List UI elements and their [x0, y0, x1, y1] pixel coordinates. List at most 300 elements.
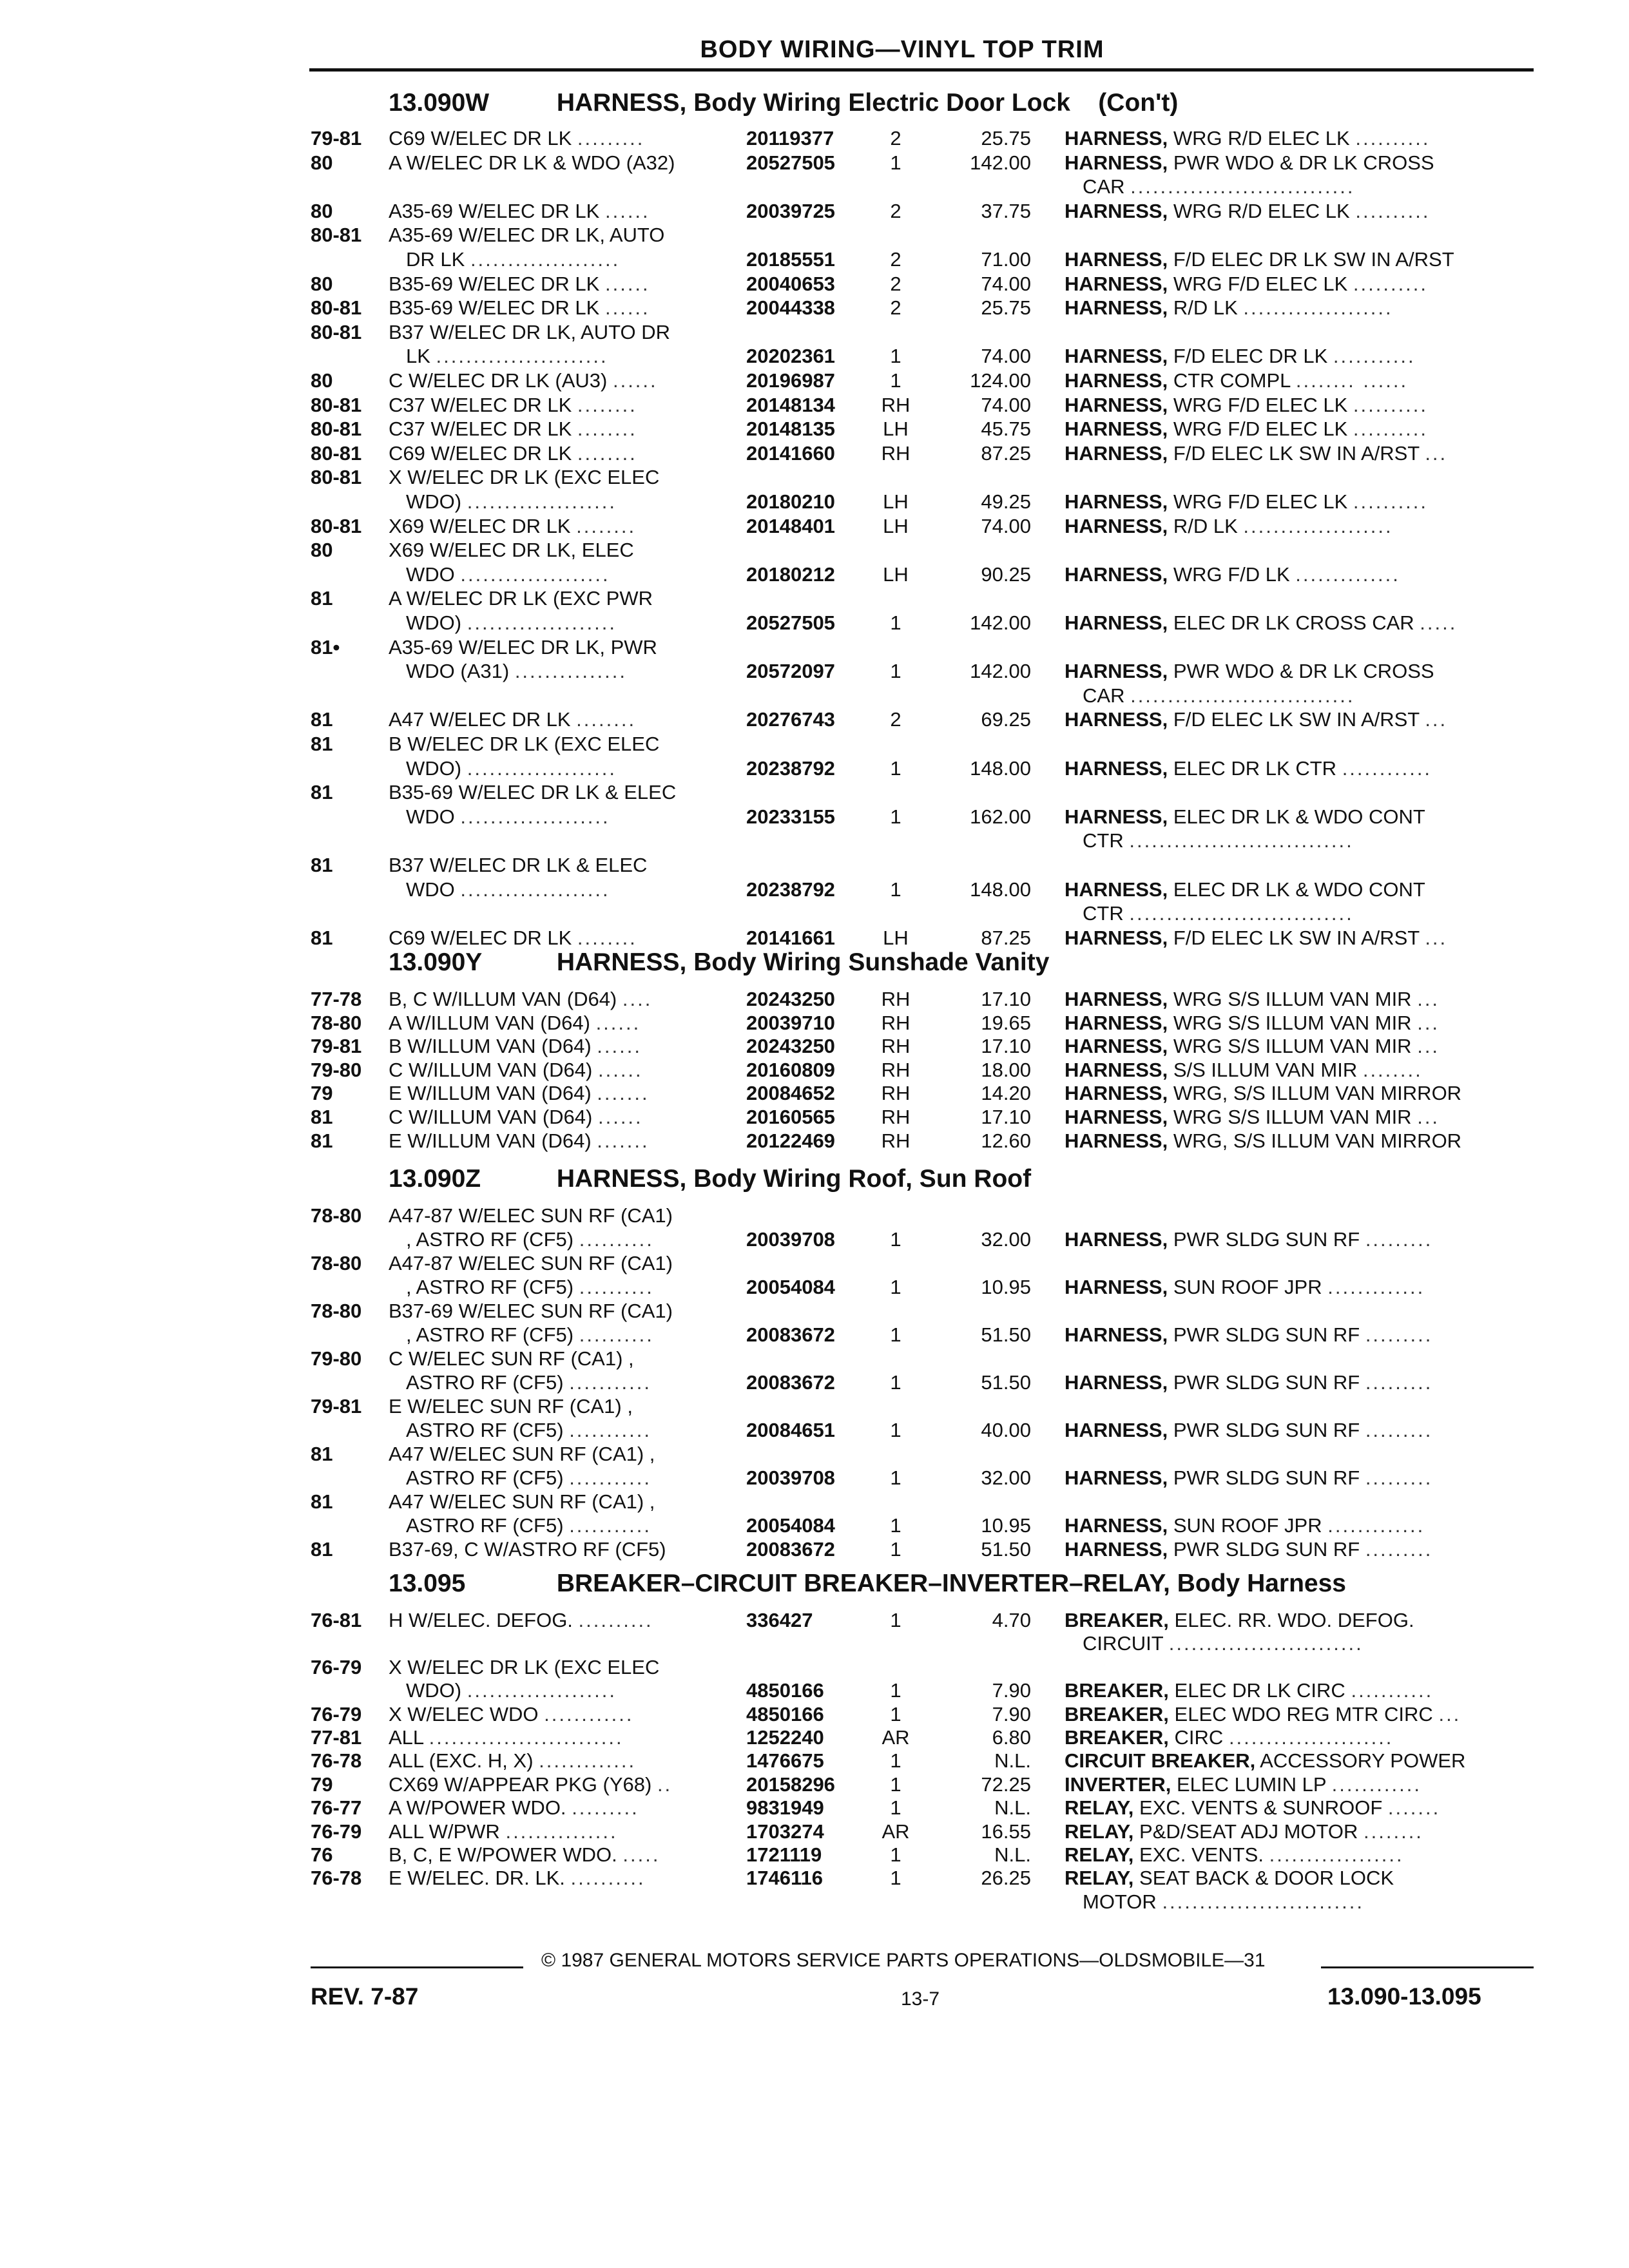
leader-dots: ..........: [578, 1609, 653, 1631]
part-number-cell: 1476675: [746, 1749, 824, 1773]
description-cell: [1065, 369, 1408, 393]
model-cell: [389, 1490, 655, 1514]
model-text: C69 W/ELEC DR LK: [389, 441, 572, 465]
model-cell: [406, 756, 617, 781]
model-text: ASTRO RF (CF5): [406, 1514, 564, 1537]
year-cell: 78-80: [311, 1204, 362, 1227]
model-text: B35-69 W/ELEC DR LK: [389, 296, 600, 320]
quantity-cell: 1: [890, 805, 901, 828]
year-cell: 80-81: [311, 514, 362, 537]
leader-dots: ..........: [1353, 490, 1429, 513]
quantity-cell: 2: [890, 272, 901, 295]
quantity-cell: RH: [881, 1035, 911, 1058]
model-cell: [389, 320, 670, 345]
leader-dots: ...........: [569, 1371, 651, 1394]
description-text: WRG F/D ELEC LK: [1173, 272, 1348, 295]
description-text: WRG S/S ILLUM VAN MIR: [1173, 1035, 1412, 1058]
model-text: ALL (EXC. H, X): [389, 1749, 534, 1773]
part-number-cell: 20084651: [746, 1419, 835, 1441]
model-text: E W/ELEC SUN RF (CA1) ,: [389, 1395, 633, 1418]
description-text: SUN ROOF JPR: [1173, 1276, 1322, 1298]
description-text: PWR SLDG SUN RF: [1173, 1228, 1360, 1251]
description-cell: [1065, 490, 1428, 514]
model-text: X W/ELEC DR LK (EXC ELEC: [389, 466, 660, 489]
price-cell: 72.25: [981, 1773, 1031, 1796]
model-text: E W/ILLUM VAN (D64): [389, 1129, 592, 1152]
leader-dots: ....................: [1243, 296, 1393, 320]
price-cell: 10.95: [981, 1514, 1031, 1537]
model-text: X W/ELEC WDO: [389, 1702, 539, 1725]
price-cell: 51.50: [981, 1323, 1031, 1346]
model-cell: [406, 1275, 654, 1300]
description-keyword: HARNESS,: [1065, 1106, 1168, 1128]
part-number-cell: 20233155: [746, 805, 835, 828]
description-text: PWR WDO & DR LK CROSS: [1173, 660, 1434, 683]
description-keyword: HARNESS,: [1065, 1058, 1168, 1081]
description-keyword: HARNESS,: [1065, 805, 1168, 828]
description-text: WRG, S/S ILLUM VAN MIRROR: [1173, 1082, 1462, 1105]
model-cell: [406, 344, 608, 369]
part-number-cell: 1721119: [746, 1843, 822, 1866]
leader-dots: ...............: [505, 1820, 618, 1843]
year-cell: 79-81: [311, 1035, 362, 1058]
model-text: CX69 W/APPEAR PKG (Y68): [389, 1773, 652, 1796]
leader-dots: ..........................: [1168, 1632, 1364, 1655]
model-text: B35-69 W/ELEC DR LK: [389, 272, 600, 295]
leader-dots: ..........: [579, 1323, 654, 1346]
price-cell: 16.55: [981, 1820, 1031, 1843]
description-keyword: BREAKER,: [1065, 1609, 1169, 1631]
leader-dots: ........: [1364, 1820, 1423, 1843]
description-cell: [1065, 756, 1432, 781]
description-cell: [1065, 707, 1447, 732]
model-cell: [389, 780, 676, 805]
leader-dots: ......: [612, 369, 658, 392]
description-text: PWR SLDG SUN RF: [1173, 1419, 1360, 1441]
leader-dots: .............: [1327, 1276, 1425, 1298]
quantity-cell: 1: [890, 1419, 901, 1441]
model-cell: [389, 1655, 659, 1680]
leader-dots: ..........: [1353, 272, 1429, 295]
description-cell: [1065, 151, 1434, 175]
leader-dots: ...........: [1333, 345, 1416, 368]
description-keyword: HARNESS,: [1065, 660, 1168, 683]
description-cell: [1065, 987, 1440, 1012]
model-cell: [389, 732, 659, 756]
part-number-cell: 20527505: [746, 151, 835, 174]
description-cell: [1065, 1608, 1414, 1633]
model-cell: [389, 586, 653, 611]
price-cell: 32.00: [981, 1466, 1031, 1489]
year-cell: 80-81: [311, 441, 362, 465]
model-cell: [406, 562, 610, 587]
model-cell: [389, 926, 637, 950]
part-number-cell: 20160809: [746, 1058, 835, 1081]
model-text: C69 W/ELEC DR LK: [389, 926, 572, 949]
year-cell: 80: [311, 539, 333, 562]
model-text: C W/ELEC DR LK (AU3): [389, 369, 608, 392]
description-keyword: RELAY,: [1065, 1820, 1134, 1843]
description-keyword: HARNESS,: [1065, 514, 1168, 537]
model-cell: [389, 1105, 643, 1129]
year-cell: 76-78: [311, 1749, 362, 1773]
description-keyword: BREAKER,: [1065, 1726, 1169, 1749]
description-cell: [1065, 199, 1430, 224]
model-text: ASTRO RF (CF5): [406, 1419, 564, 1441]
model-text: WDO): [406, 1679, 462, 1702]
model-cell: [389, 272, 650, 296]
model-text: A47 W/ELEC SUN RF (CA1) ,: [389, 1443, 655, 1465]
part-number-cell: 20083672: [746, 1371, 835, 1394]
description-text: WRG R/D ELEC LK: [1173, 127, 1350, 149]
description-cell: [1083, 684, 1354, 708]
description-keyword: HARNESS,: [1065, 248, 1168, 271]
model-text: A47-87 W/ELEC SUN RF (CA1): [389, 1252, 673, 1274]
model-cell: [406, 490, 617, 514]
model-cell: [389, 1299, 673, 1323]
description-text: WRG F/D ELEC LK: [1173, 393, 1348, 416]
part-number-cell: 20202361: [746, 345, 835, 368]
description-keyword: HARNESS,: [1065, 988, 1168, 1010]
part-number-cell: 20039708: [746, 1466, 835, 1489]
year-cell: 81: [311, 733, 333, 755]
description-text: R/D LK: [1173, 514, 1238, 537]
price-cell: 124.00: [970, 369, 1031, 392]
price-cell: N.L.: [994, 1749, 1031, 1773]
leader-dots: ........: [577, 393, 637, 416]
leader-dots: ........: [576, 514, 637, 537]
year-cell: 81•: [311, 635, 340, 658]
quantity-cell: LH: [883, 514, 909, 537]
leader-dots: .........: [1365, 1466, 1433, 1489]
part-number-cell: 20039725: [746, 199, 835, 222]
model-cell: [389, 707, 636, 732]
description-cell: [1065, 562, 1400, 587]
description-text: CAR: [1083, 684, 1125, 707]
model-text: E W/ILLUM VAN (D64): [389, 1082, 592, 1105]
year-cell: 81: [311, 1129, 333, 1152]
section-heading: [389, 1165, 1031, 1193]
description-cell: [1083, 901, 1354, 926]
leader-dots: .............: [1327, 1514, 1425, 1537]
section-range: 13.090-13.095: [1327, 1983, 1481, 2010]
description-keyword: INVERTER,: [1065, 1773, 1171, 1796]
model-text: A47 W/ELEC DR LK: [389, 708, 571, 731]
description-keyword: HARNESS,: [1065, 296, 1168, 320]
year-cell: 80: [311, 272, 333, 295]
model-cell: [389, 987, 652, 1012]
leader-dots: ........: [577, 441, 637, 465]
price-cell: 7.90: [992, 1679, 1031, 1702]
model-cell: [389, 1204, 673, 1228]
leader-dots: ......: [597, 1035, 642, 1058]
quantity-cell: AR: [882, 1726, 910, 1749]
description-cell: [1065, 1323, 1432, 1347]
description-cell: [1065, 1466, 1432, 1490]
model-text: , ASTRO RF (CF5): [406, 1323, 574, 1346]
description-keyword: HARNESS,: [1065, 878, 1168, 901]
price-cell: 12.60: [981, 1129, 1031, 1152]
footer-copyright: © 1987 GENERAL MOTORS SERVICE PARTS OPERATIONS—OLDSMOBILE—31: [541, 1950, 1266, 1971]
price-cell: 25.75: [981, 296, 1031, 320]
price-cell: 25.75: [981, 127, 1031, 149]
footer-rule-right: [1321, 1966, 1534, 1968]
model-cell: [389, 1820, 618, 1844]
description-text: WRG F/D ELEC LK: [1173, 490, 1348, 513]
year-cell: 80-81: [311, 224, 362, 247]
description-text: CIRCUIT: [1083, 1632, 1164, 1655]
description-cell: [1065, 1702, 1461, 1727]
part-number-cell: 20148135: [746, 418, 835, 441]
price-cell: 71.00: [981, 248, 1031, 271]
description-cell: [1065, 1011, 1440, 1035]
description-cell: [1065, 1773, 1422, 1797]
description-text: EXC. VENTS.: [1139, 1843, 1264, 1866]
description-text: WRG F/D LK: [1173, 562, 1290, 586]
leader-dots: .......................: [436, 345, 608, 368]
model-cell: [389, 199, 650, 224]
year-cell: 76-78: [311, 1867, 362, 1890]
quantity-cell: LH: [883, 418, 909, 441]
model-text: E W/ELEC. DR. LK.: [389, 1867, 565, 1890]
revision-label: REV. 7-87: [311, 1983, 419, 2010]
description-text: CTR: [1083, 829, 1124, 852]
description-cell: [1065, 272, 1428, 296]
price-cell: 142.00: [970, 660, 1031, 683]
section-title: HARNESS, Body Wiring Electric Door Lock: [556, 89, 1070, 117]
description-cell: [1065, 514, 1393, 539]
part-number-cell: 20185551: [746, 248, 835, 271]
leader-dots: .............: [539, 1749, 637, 1773]
description-keyword: HARNESS,: [1065, 199, 1168, 222]
description-keyword: HARNESS,: [1065, 345, 1168, 368]
page-title: BODY WIRING—VINYL TOP TRIM: [700, 36, 1104, 63]
description-keyword: RELAY,: [1065, 1796, 1134, 1820]
description-text: P&D/SEAT ADJ MOTOR: [1139, 1820, 1358, 1843]
model-cell: [406, 611, 617, 635]
model-cell: [406, 1227, 654, 1252]
description-keyword: RELAY,: [1065, 1867, 1134, 1890]
price-cell: 19.65: [981, 1011, 1031, 1034]
year-cell: 78-80: [311, 1300, 362, 1322]
part-number-cell: 20083672: [746, 1538, 835, 1561]
leader-dots: ............: [544, 1702, 634, 1725]
model-cell: [389, 296, 650, 320]
model-cell: [389, 853, 647, 878]
model-text: B35-69 W/ELEC DR LK & ELEC: [389, 781, 677, 804]
part-number-cell: 20083672: [746, 1323, 835, 1346]
description-text: ELEC LUMIN LP: [1176, 1773, 1326, 1796]
part-number-cell: 20148134: [746, 393, 835, 416]
description-cell: [1065, 1370, 1432, 1395]
description-keyword: HARNESS,: [1065, 151, 1168, 174]
leader-dots: ...........: [569, 1466, 651, 1489]
description-text: CAR: [1083, 175, 1125, 198]
description-keyword: HARNESS,: [1065, 441, 1168, 465]
price-cell: 87.25: [981, 441, 1031, 465]
price-cell: 51.50: [981, 1371, 1031, 1394]
description-text: WRG S/S ILLUM VAN MIR: [1173, 1106, 1412, 1128]
description-keyword: HARNESS,: [1065, 562, 1168, 586]
year-cell: 80-81: [311, 466, 362, 489]
year-cell: 81: [311, 926, 333, 949]
description-text: CIRC: [1174, 1726, 1224, 1749]
leader-dots: ....................: [460, 562, 610, 586]
leader-dots: ..........: [579, 1276, 654, 1298]
part-number-cell: 336427: [746, 1609, 813, 1631]
part-number-cell: 20180210: [746, 490, 835, 513]
leader-dots: ....................: [460, 805, 610, 828]
model-cell: [389, 1608, 653, 1633]
description-text: ACCESSORY POWER: [1260, 1749, 1466, 1773]
description-text: ELEC DR LK CIRC: [1174, 1679, 1345, 1702]
quantity-cell: 1: [890, 878, 901, 901]
leader-dots: ..............: [1295, 562, 1400, 586]
leader-dots: ...: [1425, 708, 1448, 731]
description-keyword: HARNESS,: [1065, 1419, 1168, 1441]
model-cell: [389, 417, 637, 441]
model-text: A W/ELEC DR LK & WDO (A32): [389, 151, 675, 174]
description-cell: [1083, 175, 1354, 199]
description-keyword: HARNESS,: [1065, 369, 1168, 392]
price-cell: 49.25: [981, 490, 1031, 513]
year-cell: 79-80: [311, 1058, 362, 1081]
leader-dots: .......: [597, 1129, 650, 1152]
description-text: ELEC DR LK CROSS CAR: [1173, 611, 1414, 634]
price-cell: N.L.: [994, 1796, 1031, 1820]
description-text: F/D ELEC DR LK SW IN A/RST: [1173, 248, 1454, 271]
part-number-cell: 20141661: [746, 926, 835, 949]
model-cell: [389, 1749, 636, 1773]
quantity-cell: 2: [890, 127, 901, 149]
quantity-cell: 1: [890, 660, 901, 683]
section-number: 13.090Z: [389, 1165, 481, 1193]
description-cell: [1065, 1105, 1440, 1129]
model-text: A47 W/ELEC SUN RF (CA1) ,: [389, 1490, 655, 1513]
description-cell: [1083, 1890, 1364, 1914]
model-text: ASTRO RF (CF5): [406, 1371, 564, 1394]
description-cell: [1065, 1725, 1393, 1750]
model-text: WDO): [406, 756, 462, 780]
leader-dots: .........: [1365, 1419, 1433, 1441]
description-keyword: HARNESS,: [1065, 272, 1168, 295]
leader-dots: ...: [1425, 441, 1448, 465]
model-text: X69 W/ELEC DR LK: [389, 514, 571, 537]
quantity-cell: 1: [890, 1323, 901, 1346]
leader-dots: ...: [1417, 1106, 1440, 1128]
model-cell: [389, 538, 634, 562]
description-cell: [1065, 878, 1425, 902]
year-cell: 80: [311, 151, 333, 174]
part-number-cell: 20119377: [746, 127, 834, 149]
model-cell: [389, 1394, 633, 1419]
model-cell: [406, 878, 610, 902]
model-cell: [389, 635, 657, 660]
description-cell: [1065, 805, 1425, 829]
leader-dots: ...........: [1351, 1679, 1434, 1702]
model-text: C W/ILLUM VAN (D64): [389, 1106, 593, 1128]
price-cell: N.L.: [994, 1843, 1031, 1866]
leader-dots: ...: [1417, 1011, 1440, 1034]
section-suffix: (Con't): [1098, 89, 1179, 117]
price-cell: 74.00: [981, 393, 1031, 416]
description-keyword: HARNESS,: [1065, 756, 1168, 780]
leader-dots: ............: [1331, 1773, 1422, 1796]
leader-dots: .........: [1365, 1228, 1433, 1251]
quantity-cell: RH: [881, 441, 911, 465]
description-text: F/D ELEC LK SW IN A/RST: [1173, 926, 1420, 949]
price-cell: 74.00: [981, 272, 1031, 295]
model-cell: [389, 1796, 639, 1820]
description-keyword: RELAY,: [1065, 1843, 1134, 1866]
model-text: C37 W/ELEC DR LK: [389, 393, 572, 416]
model-cell: [389, 1058, 643, 1082]
quantity-cell: 1: [890, 1514, 901, 1537]
section-heading: [389, 89, 1178, 117]
description-keyword: CIRCUIT BREAKER,: [1065, 1749, 1256, 1773]
leader-dots: ....................: [467, 490, 617, 513]
model-text: A W/POWER WDO.: [389, 1796, 566, 1820]
model-text: , ASTRO RF (CF5): [406, 1276, 574, 1298]
model-text: B, C, E W/POWER WDO.: [389, 1843, 617, 1866]
year-cell: 79-81: [311, 127, 362, 149]
leader-dots: .....: [1420, 611, 1458, 634]
model-text: B37 W/ELEC DR LK, AUTO DR: [389, 320, 670, 343]
leader-dots: ...: [1417, 1035, 1440, 1058]
description-cell: [1065, 1749, 1465, 1773]
part-number-cell: 20039708: [746, 1228, 835, 1251]
quantity-cell: AR: [882, 1820, 910, 1843]
leader-dots: ......: [597, 1058, 643, 1081]
price-cell: 14.20: [981, 1082, 1031, 1105]
leader-dots: ....: [622, 988, 653, 1010]
model-text: A35-69 W/ELEC DR LK, PWR: [389, 635, 657, 658]
quantity-cell: LH: [883, 490, 909, 513]
model-text: A35-69 W/ELEC DR LK: [389, 199, 600, 222]
price-cell: 18.00: [981, 1058, 1031, 1081]
quantity-cell: RH: [881, 1058, 911, 1081]
price-cell: 69.25: [981, 708, 1031, 731]
description-text: PWR SLDG SUN RF: [1173, 1323, 1360, 1346]
model-cell: [389, 1442, 655, 1466]
part-number-cell: 20276743: [746, 708, 835, 731]
year-cell: 81: [311, 708, 333, 731]
year-cell: 79: [311, 1082, 333, 1105]
model-cell: [389, 1347, 634, 1371]
quantity-cell: 2: [890, 708, 901, 731]
model-text: WDO: [406, 878, 455, 901]
description-keyword: HARNESS,: [1065, 393, 1168, 416]
description-cell: [1065, 344, 1416, 369]
model-text: B37-69 W/ELEC SUN RF (CA1): [389, 1300, 673, 1322]
description-text: WRG S/S ILLUM VAN MIR: [1173, 988, 1412, 1010]
description-text: CTR COMPL: [1173, 369, 1291, 392]
description-keyword: HARNESS,: [1065, 1538, 1168, 1561]
model-cell: [406, 1370, 651, 1395]
year-cell: 76-79: [311, 1820, 362, 1843]
header-rule: [309, 68, 1534, 72]
model-cell: [389, 1034, 642, 1059]
description-text: WRG R/D ELEC LK: [1173, 199, 1350, 222]
description-text: F/D ELEC DR LK: [1173, 345, 1328, 368]
leader-dots: ..: [657, 1773, 673, 1796]
price-cell: 148.00: [970, 878, 1031, 901]
description-text: PWR WDO & DR LK CROSS: [1173, 151, 1434, 174]
description-text: F/D ELEC LK SW IN A/RST: [1173, 441, 1420, 465]
year-cell: 79: [311, 1773, 333, 1796]
quantity-cell: 1: [890, 1609, 901, 1631]
year-cell: 79-81: [311, 1395, 362, 1418]
